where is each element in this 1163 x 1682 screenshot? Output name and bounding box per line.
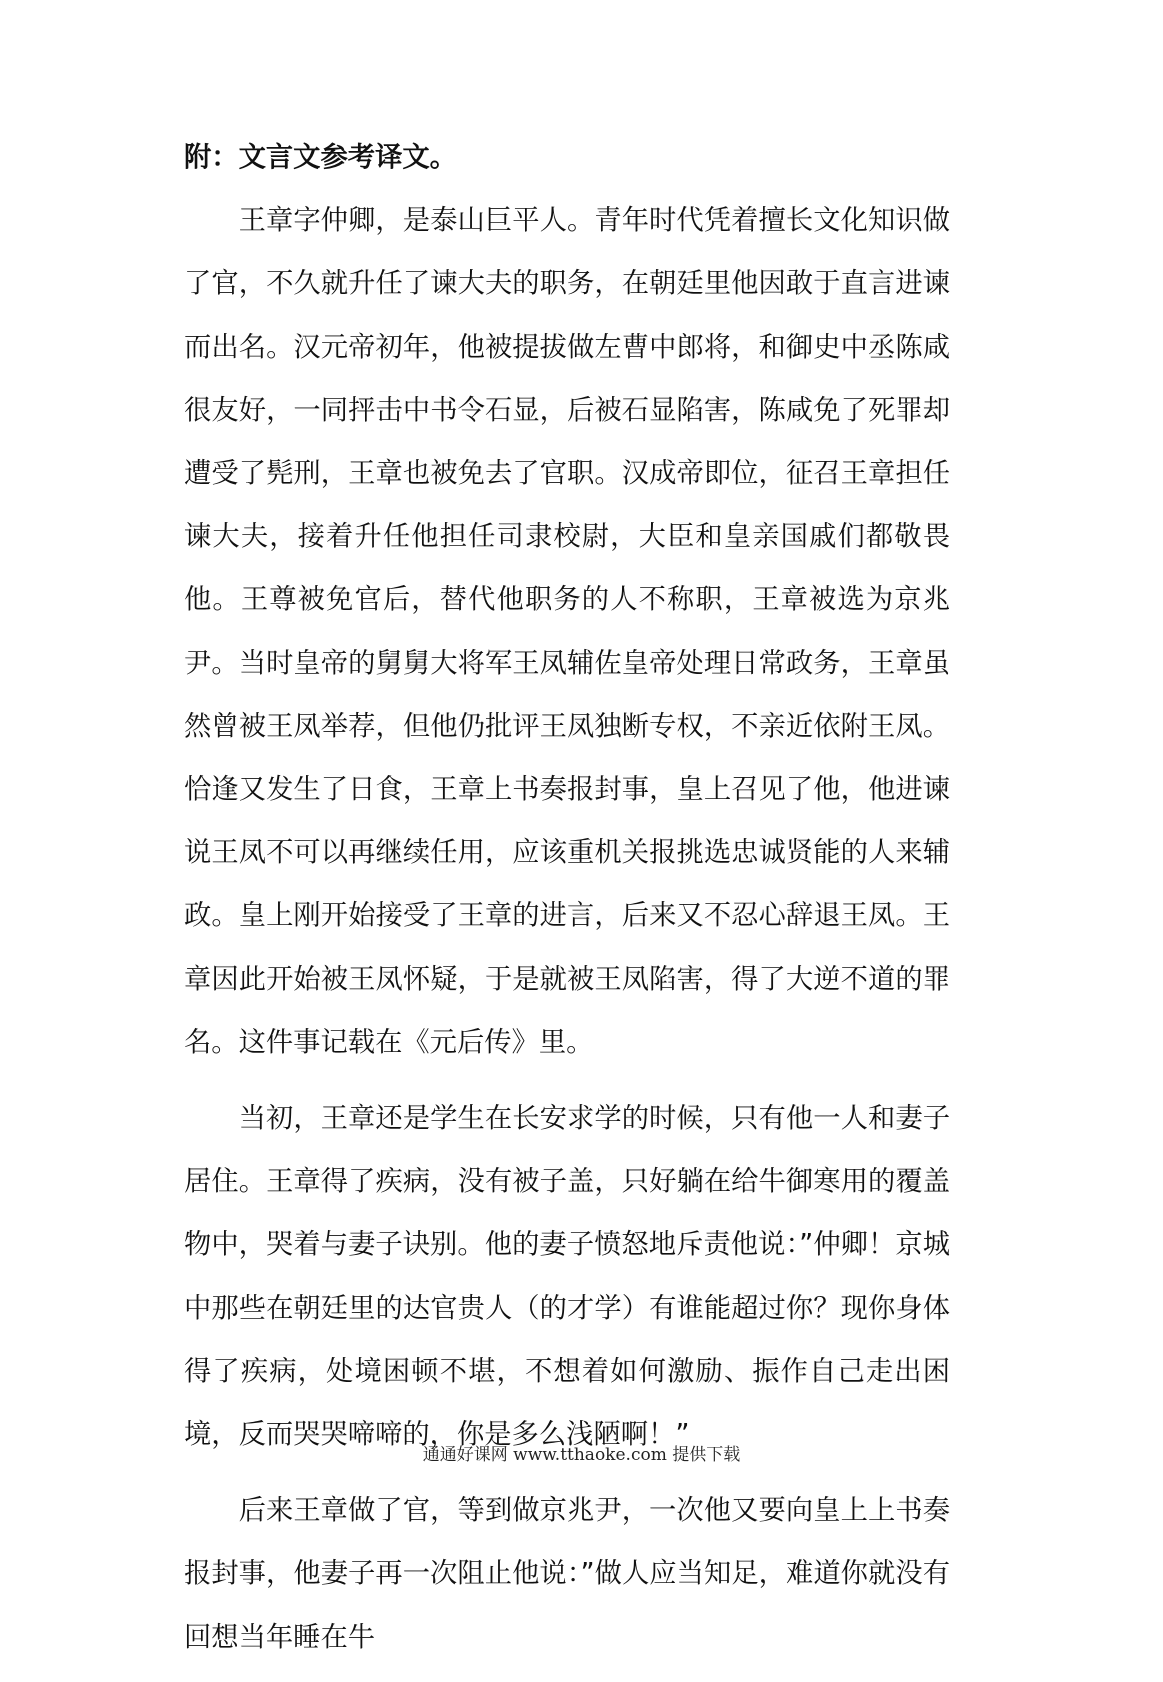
page-footer: 通通好课网 www.tthaoke.com 提供下载 [422, 1445, 741, 1465]
paragraph-3: 后来王章做了官，等到做京兆尹，一次他又要向皇上上书奏报封事，他妻子再一次阻止他说：”做人应当知足，难道你就没有回想当年睡在牛 [184, 1495, 950, 1653]
section-heading: 附：文言文参考译文。 [184, 141, 457, 173]
paragraph-1: 王章字仲卿，是泰山巨平人。青年时代凭着擅长文化知识做了官，不久就升任了谏大夫的职务，在朝廷里他因敢于直言进谏而出名。汉元帝初年，他被提拔做左曹中郎将，和御史中丞陈咸很友好，一同抨击中书令石显，后被石显陷害，陈咸免了死罪却遭受了髡刑，王章也被免去了官职。汉成帝即位，征召王章担任谏大夫，接着升任他担任司隶校尉，大臣和皇亲国戚们都敬畏他。王尊被免官后，替代他职务的人不称职，王章被选为京兆尹。当时皇帝的舅舅大将军王凤辅佐皇帝处理日常政务，王章虽然曾被王凤举荐，但他仍批评王凤独断专权，不亲近依附王凤。恰逢又发生了日食，王章上书奏报封事，皇上召见了他，他进谏说王凤不可以再继续任用，应该重机关报挑选忠诚贤能的人来辅政。皇上刚开始接受了王章的进言，后来又不忍心辞退王凤。王章因此开始被王凤怀疑，于是就被王凤陷害，得了大逆不道的罪名。这件事记载在《元后传》里。 [184, 205, 950, 1058]
paragraph-2: 当初，王章还是学生在长安求学的时候，只有他一人和妻子居住。王章得了疾病，没有被子盖，只好躺在给牛御寒用的覆盖物中，哭着与妻子诀别。他的妻子愤怒地斥责他说：”仲卿！京城中那些在朝廷里的达官贵人（的才学）有谁能超过你？现你身体得了疾病，处境困顿不堪，不想着如何激励、振作自己走出困境，反而哭哭啼啼的，你是多么浅陋啊！” [184, 1103, 950, 1451]
